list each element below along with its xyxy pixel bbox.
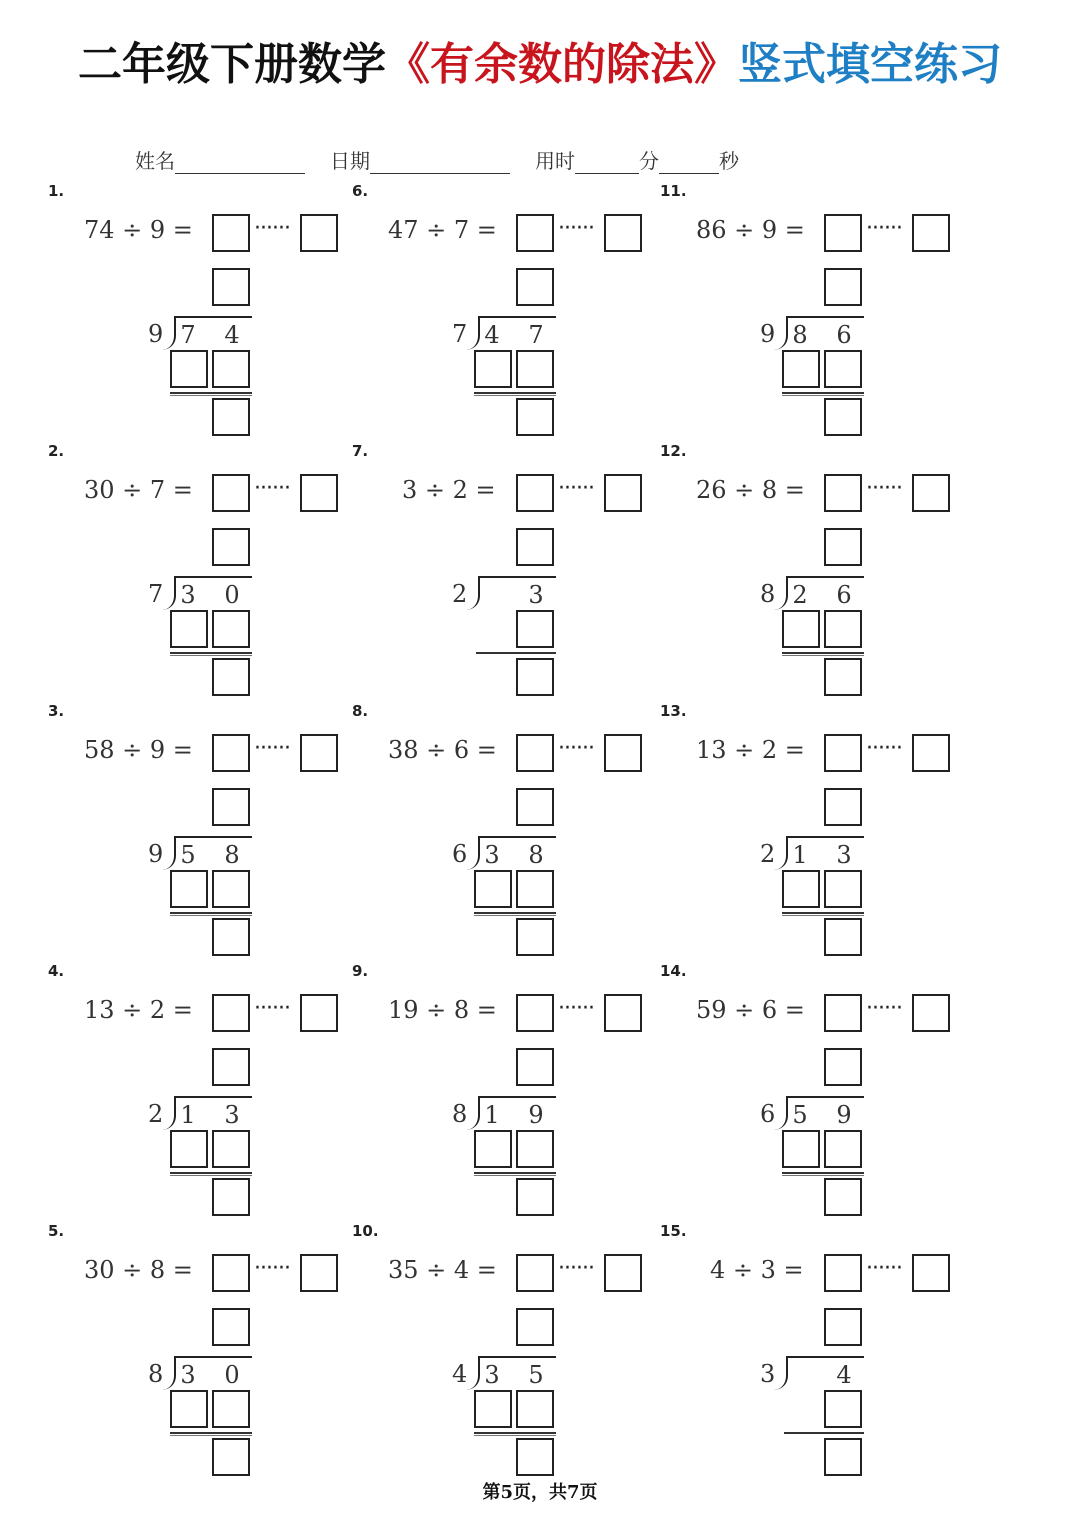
subtraction-line xyxy=(474,1172,556,1174)
product-digit-box[interactable] xyxy=(782,1130,820,1168)
remainder-dots: ······ xyxy=(254,216,290,241)
division-problem xyxy=(352,962,652,1222)
product-digit-box[interactable] xyxy=(824,610,862,648)
product-digit-box[interactable] xyxy=(516,610,554,648)
product-digit-box[interactable] xyxy=(782,350,820,388)
quotient-answer-box[interactable] xyxy=(824,994,862,1032)
quotient-answer-box[interactable] xyxy=(212,734,250,772)
division-vinculum xyxy=(786,316,864,318)
equation-text: 74 ÷ 9 = xyxy=(84,216,193,244)
quotient-answer-box[interactable] xyxy=(824,474,862,512)
dividend-digit: 8 xyxy=(528,841,544,869)
division-vinculum xyxy=(478,576,556,578)
product-digit-box[interactable] xyxy=(170,610,208,648)
dividend-digit: 3 xyxy=(180,581,196,609)
long-division-divisor: 7 xyxy=(148,580,164,608)
division-vinculum xyxy=(478,836,556,838)
dividend-digit: 4 xyxy=(224,321,240,349)
subtraction-line xyxy=(170,912,252,914)
seconds-blank[interactable] xyxy=(659,149,719,174)
problem-number: 1. xyxy=(48,182,65,200)
subtraction-line xyxy=(170,392,252,394)
dividend-digit: 5 xyxy=(180,841,196,869)
quotient-answer-box[interactable] xyxy=(824,1254,862,1292)
division-bracket xyxy=(162,316,176,350)
long-division-quotient-box[interactable] xyxy=(212,268,250,306)
long-division-remainder-box[interactable] xyxy=(516,398,554,436)
problem-number: 8. xyxy=(352,702,369,720)
remainder-dots: ······ xyxy=(558,476,594,501)
division-bracket xyxy=(466,836,480,870)
division-vinculum xyxy=(174,836,252,838)
division-bracket xyxy=(466,316,480,350)
dividend-digit: 8 xyxy=(792,321,808,349)
remainder-dots: ······ xyxy=(254,996,290,1021)
division-problem xyxy=(660,442,960,702)
division-vinculum xyxy=(174,1096,252,1098)
long-division-divisor: 6 xyxy=(760,1100,776,1128)
subtraction-line xyxy=(170,1172,252,1174)
equation-text: 13 ÷ 2 = xyxy=(84,996,193,1024)
dividend-digit: 1 xyxy=(792,841,808,869)
subtraction-line-shadow xyxy=(474,1435,556,1436)
product-digit-box[interactable] xyxy=(474,350,512,388)
remainder-answer-box[interactable] xyxy=(912,734,950,772)
time-field xyxy=(535,145,739,177)
division-vinculum xyxy=(174,576,252,578)
division-problem xyxy=(48,182,348,442)
minute-label: 分 xyxy=(639,149,659,173)
long-division-remainder-box[interactable] xyxy=(824,398,862,436)
subtraction-line-shadow xyxy=(782,915,864,916)
problem-number: 2. xyxy=(48,442,65,460)
dividend-digit: 5 xyxy=(792,1101,808,1129)
equation-text: 59 ÷ 6 = xyxy=(696,996,805,1024)
name-blank[interactable] xyxy=(175,149,305,174)
long-division-quotient-box[interactable] xyxy=(516,268,554,306)
equation-text: 38 ÷ 6 = xyxy=(388,736,497,764)
remainder-dots: ······ xyxy=(866,1256,902,1281)
remainder-answer-box[interactable] xyxy=(604,734,642,772)
product-digit-box[interactable] xyxy=(516,1390,554,1428)
long-division-remainder-box[interactable] xyxy=(824,918,862,956)
subtraction-line xyxy=(784,1432,864,1434)
quotient-answer-box[interactable] xyxy=(516,214,554,252)
problem-number: 11. xyxy=(660,182,687,200)
product-digit-box[interactable] xyxy=(170,350,208,388)
dividend-digit: 7 xyxy=(180,321,196,349)
division-vinculum xyxy=(174,1356,252,1358)
long-division-remainder-box[interactable] xyxy=(212,1178,250,1216)
dividend-digit: 8 xyxy=(224,841,240,869)
division-bracket xyxy=(466,1356,480,1390)
problem-number: 6. xyxy=(352,182,369,200)
dividend-digit: 0 xyxy=(224,581,240,609)
date-label: 日期 xyxy=(330,149,370,173)
subtraction-line-shadow xyxy=(474,915,556,916)
dividend-digit: 9 xyxy=(528,1101,544,1129)
long-division-remainder-box[interactable] xyxy=(824,1438,862,1476)
equation-text: 4 ÷ 3 = xyxy=(710,1256,804,1284)
division-vinculum xyxy=(786,576,864,578)
second-label: 秒 xyxy=(719,149,739,173)
subtraction-line-shadow xyxy=(474,395,556,396)
remainder-dots: ······ xyxy=(558,996,594,1021)
equation-text: 30 ÷ 7 = xyxy=(84,476,193,504)
subtraction-line-shadow xyxy=(170,655,252,656)
subtraction-line-shadow xyxy=(170,395,252,396)
division-vinculum xyxy=(478,1096,556,1098)
long-division-remainder-box[interactable] xyxy=(824,658,862,696)
product-digit-box[interactable] xyxy=(824,870,862,908)
dividend-digit: 7 xyxy=(528,321,544,349)
dividend-digit: 3 xyxy=(836,841,852,869)
division-bracket xyxy=(774,1096,788,1130)
dividend-digit: 6 xyxy=(836,321,852,349)
remainder-answer-box[interactable] xyxy=(300,1254,338,1292)
division-problem xyxy=(48,442,348,702)
long-division-quotient-box[interactable] xyxy=(516,1048,554,1086)
long-division-remainder-box[interactable] xyxy=(516,1178,554,1216)
subtraction-line xyxy=(170,1432,252,1434)
date-blank[interactable] xyxy=(370,149,510,174)
long-division-quotient-box[interactable] xyxy=(212,788,250,826)
remainder-dots: ······ xyxy=(558,216,594,241)
long-division-quotient-box[interactable] xyxy=(212,1048,250,1086)
long-division-quotient-box[interactable] xyxy=(824,528,862,566)
division-problem xyxy=(660,1222,960,1482)
division-bracket xyxy=(774,1356,788,1390)
long-division-remainder-box[interactable] xyxy=(516,918,554,956)
subtraction-line xyxy=(782,1172,864,1174)
equation-text: 3 ÷ 2 = xyxy=(402,476,496,504)
subtraction-line-shadow xyxy=(782,655,864,656)
product-digit-box[interactable] xyxy=(170,1390,208,1428)
long-division-divisor: 9 xyxy=(148,840,164,868)
problem-number: 4. xyxy=(48,962,65,980)
problem-number: 15. xyxy=(660,1222,687,1240)
long-division-divisor: 7 xyxy=(452,320,468,348)
division-problem xyxy=(48,962,348,1222)
remainder-dots: ······ xyxy=(558,736,594,761)
problem-number: 13. xyxy=(660,702,687,720)
worksheet-title xyxy=(0,30,1080,100)
remainder-answer-box[interactable] xyxy=(604,1254,642,1292)
dividend-digit: 2 xyxy=(792,581,808,609)
product-digit-box[interactable] xyxy=(170,1130,208,1168)
product-digit-box[interactable] xyxy=(212,870,250,908)
long-division-divisor: 3 xyxy=(760,1360,776,1388)
long-division-quotient-box[interactable] xyxy=(516,1308,554,1346)
long-division-quotient-box[interactable] xyxy=(212,1308,250,1346)
division-bracket xyxy=(466,576,480,610)
division-problem xyxy=(48,702,348,962)
product-digit-box[interactable] xyxy=(474,870,512,908)
long-division-remainder-box[interactable] xyxy=(516,1438,554,1476)
name-field xyxy=(135,145,305,177)
remainder-answer-box[interactable] xyxy=(300,474,338,512)
subtraction-line xyxy=(474,912,556,914)
remainder-answer-box[interactable] xyxy=(912,994,950,1032)
quotient-answer-box[interactable] xyxy=(516,994,554,1032)
long-division-quotient-box[interactable] xyxy=(824,268,862,306)
division-problem xyxy=(660,702,960,962)
subtraction-line-shadow xyxy=(782,1175,864,1176)
division-bracket xyxy=(774,316,788,350)
quotient-answer-box[interactable] xyxy=(212,474,250,512)
long-division-divisor: 8 xyxy=(452,1100,468,1128)
product-digit-box[interactable] xyxy=(170,870,208,908)
long-division-quotient-box[interactable] xyxy=(516,788,554,826)
long-division-quotient-box[interactable] xyxy=(824,1048,862,1086)
remainder-answer-box[interactable] xyxy=(912,1254,950,1292)
dividend-digit: 3 xyxy=(528,581,544,609)
product-digit-box[interactable] xyxy=(516,870,554,908)
remainder-answer-box[interactable] xyxy=(300,734,338,772)
quotient-answer-box[interactable] xyxy=(516,734,554,772)
quotient-answer-box[interactable] xyxy=(516,474,554,512)
long-division-divisor: 8 xyxy=(760,580,776,608)
subtraction-line-shadow xyxy=(782,395,864,396)
remainder-answer-box[interactable] xyxy=(604,214,642,252)
remainder-dots: ······ xyxy=(866,736,902,761)
quotient-answer-box[interactable] xyxy=(212,214,250,252)
product-digit-box[interactable] xyxy=(516,350,554,388)
name-label: 姓名 xyxy=(135,149,175,173)
dividend-digit: 4 xyxy=(836,1361,852,1389)
problem-number: 12. xyxy=(660,442,687,460)
equation-text: 35 ÷ 4 = xyxy=(388,1256,497,1284)
quotient-answer-box[interactable] xyxy=(516,1254,554,1292)
equation-text: 30 ÷ 8 = xyxy=(84,1256,193,1284)
long-division-divisor: 2 xyxy=(760,840,776,868)
long-division-remainder-box[interactable] xyxy=(212,918,250,956)
product-digit-box[interactable] xyxy=(782,870,820,908)
problem-number: 3. xyxy=(48,702,65,720)
subtraction-line xyxy=(782,912,864,914)
division-problem xyxy=(48,1222,348,1482)
dividend-digit: 5 xyxy=(528,1361,544,1389)
subtraction-line xyxy=(476,652,556,654)
product-digit-box[interactable] xyxy=(516,1130,554,1168)
division-problem xyxy=(660,962,960,1222)
division-problem xyxy=(352,182,652,442)
product-digit-box[interactable] xyxy=(824,350,862,388)
remainder-dots: ······ xyxy=(866,216,902,241)
title-topic: 《有余数的除法》 xyxy=(386,39,738,90)
long-division-remainder-box[interactable] xyxy=(824,1178,862,1216)
product-digit-box[interactable] xyxy=(212,1390,250,1428)
division-vinculum xyxy=(174,316,252,318)
quotient-answer-box[interactable] xyxy=(212,994,250,1032)
remainder-answer-box[interactable] xyxy=(912,474,950,512)
dividend-digit: 9 xyxy=(836,1101,852,1129)
division-bracket xyxy=(162,576,176,610)
division-bracket xyxy=(466,1096,480,1130)
division-bracket xyxy=(162,1356,176,1390)
problem-number: 5. xyxy=(48,1222,65,1240)
product-digit-box[interactable] xyxy=(824,1390,862,1428)
dividend-digit: 3 xyxy=(484,1361,500,1389)
equation-text: 86 ÷ 9 = xyxy=(696,216,805,244)
time-label: 用时 xyxy=(535,149,575,173)
division-problem xyxy=(352,702,652,962)
subtraction-line xyxy=(474,1432,556,1434)
subtraction-line-shadow xyxy=(170,1175,252,1176)
product-digit-box[interactable] xyxy=(212,1130,250,1168)
subtraction-line-shadow xyxy=(170,915,252,916)
product-digit-box[interactable] xyxy=(824,1130,862,1168)
long-division-divisor: 6 xyxy=(452,840,468,868)
problem-number: 7. xyxy=(352,442,369,460)
product-digit-box[interactable] xyxy=(212,350,250,388)
equation-text: 19 ÷ 8 = xyxy=(388,996,497,1024)
date-field xyxy=(330,145,510,177)
remainder-dots: ······ xyxy=(866,476,902,501)
remainder-dots: ······ xyxy=(254,1256,290,1281)
quotient-answer-box[interactable] xyxy=(212,1254,250,1292)
division-problem xyxy=(660,182,960,442)
problem-number: 10. xyxy=(352,1222,379,1240)
long-division-divisor: 9 xyxy=(760,320,776,348)
division-vinculum xyxy=(786,1096,864,1098)
division-vinculum xyxy=(786,1356,864,1358)
dividend-digit: 3 xyxy=(180,1361,196,1389)
long-division-divisor: 9 xyxy=(148,320,164,348)
long-division-remainder-box[interactable] xyxy=(516,658,554,696)
long-division-quotient-box[interactable] xyxy=(824,788,862,826)
long-division-quotient-box[interactable] xyxy=(824,1308,862,1346)
remainder-dots: ······ xyxy=(558,1256,594,1281)
division-bracket xyxy=(774,576,788,610)
product-digit-box[interactable] xyxy=(474,1130,512,1168)
long-division-remainder-box[interactable] xyxy=(212,658,250,696)
subtraction-line xyxy=(170,652,252,654)
dividend-digit: 1 xyxy=(180,1101,196,1129)
long-division-divisor: 2 xyxy=(452,580,468,608)
division-problem xyxy=(352,1222,652,1482)
equation-text: 47 ÷ 7 = xyxy=(388,216,497,244)
page-footer: 第5页，共7页 xyxy=(482,1482,598,1503)
long-division-divisor: 2 xyxy=(148,1100,164,1128)
long-division-divisor: 8 xyxy=(148,1360,164,1388)
product-digit-box[interactable] xyxy=(212,610,250,648)
division-bracket xyxy=(774,836,788,870)
equation-text: 58 ÷ 9 = xyxy=(84,736,193,764)
long-division-quotient-box[interactable] xyxy=(212,528,250,566)
division-vinculum xyxy=(478,1356,556,1358)
problem-number: 9. xyxy=(352,962,369,980)
long-division-quotient-box[interactable] xyxy=(516,528,554,566)
dividend-digit: 0 xyxy=(224,1361,240,1389)
product-digit-box[interactable] xyxy=(474,1390,512,1428)
division-vinculum xyxy=(786,836,864,838)
remainder-dots: ······ xyxy=(254,476,290,501)
dividend-digit: 3 xyxy=(484,841,500,869)
equation-text: 26 ÷ 8 = xyxy=(696,476,805,504)
remainder-answer-box[interactable] xyxy=(300,994,338,1032)
remainder-dots: ······ xyxy=(866,996,902,1021)
remainder-answer-box[interactable] xyxy=(604,474,642,512)
long-division-remainder-box[interactable] xyxy=(212,398,250,436)
long-division-remainder-box[interactable] xyxy=(212,1438,250,1476)
problem-number: 14. xyxy=(660,962,687,980)
title-exercise: 竖式填空练习 xyxy=(738,39,1002,90)
subtraction-line-shadow xyxy=(474,1175,556,1176)
subtraction-line xyxy=(782,652,864,654)
quotient-answer-box[interactable] xyxy=(824,214,862,252)
dividend-digit: 3 xyxy=(224,1101,240,1129)
subtraction-line xyxy=(782,392,864,394)
remainder-answer-box[interactable] xyxy=(300,214,338,252)
equation-text: 13 ÷ 2 = xyxy=(696,736,805,764)
dividend-digit: 4 xyxy=(484,321,500,349)
dividend-digit: 1 xyxy=(484,1101,500,1129)
remainder-answer-box[interactable] xyxy=(912,214,950,252)
title-grade: 二年级下册数学 xyxy=(78,39,386,90)
division-bracket xyxy=(162,836,176,870)
quotient-answer-box[interactable] xyxy=(824,734,862,772)
remainder-dots: ······ xyxy=(254,736,290,761)
remainder-answer-box[interactable] xyxy=(604,994,642,1032)
product-digit-box[interactable] xyxy=(782,610,820,648)
division-bracket xyxy=(162,1096,176,1130)
long-division-divisor: 4 xyxy=(452,1360,468,1388)
division-vinculum xyxy=(478,316,556,318)
minutes-blank[interactable] xyxy=(575,149,639,174)
division-problem xyxy=(352,442,652,702)
subtraction-line xyxy=(474,392,556,394)
subtraction-line-shadow xyxy=(170,1435,252,1436)
dividend-digit: 6 xyxy=(836,581,852,609)
